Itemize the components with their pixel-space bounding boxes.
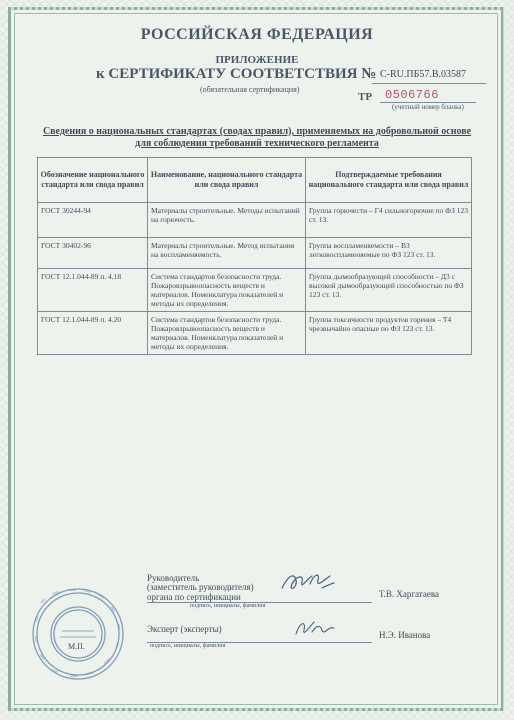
certificate-heading: к СЕРТИФИКАТУ СООТВЕТСТВИЯ № [96,66,377,82]
table-row [38,269,472,312]
cell-designation: ГОСТ 12.1.044-89 п. 4.18 [38,269,148,312]
country-heading: РОССИЙСКАЯ ФЕДЕРАЦИЯ [140,26,374,43]
form-number: 0506766 [385,88,439,102]
standards-table [37,157,472,355]
annex-heading: ПРИЛОЖЕНИЕ [215,54,299,66]
expert-name: Н.Э. Иванова [379,630,431,640]
head-label-3: органа по сертификации [147,592,241,602]
table-row [38,238,472,269]
cell-name: Система стандартов безопасности труда. Пожаровзрывоопасность веществ и материалов. Номенклатура показателей и методы их определения. [148,312,306,355]
certificate-number-underline [372,83,486,84]
table-row [38,203,472,238]
head-label-2: (заместитель руководителя) [147,582,254,592]
cell-requirements: Группа воспламеняемости – В3 легковоспламеняемые по ФЗ 123 ст. 13. [306,238,472,269]
cell-designation: ГОСТ 30402-96 [38,238,148,269]
column-header-designation: Обозначение национального стандарта или свода правил [38,158,148,203]
expert-caption: подпись, инициалы, фамилия [150,643,226,649]
mandatory-certification-note: (обязательная сертификация) [200,85,300,94]
certificate-number: C-RU.ПБ57.В.03587 [380,69,467,80]
column-header-requirements: Подтверждаемые требования национального стандарта или свода правил [306,158,472,203]
column-header-name: Наименование, национального стандарта или свода правил [148,158,306,203]
cell-requirements: Группа дымообразующей способности – Д3 с высокой дымообразующей способностью по ФЗ 123 ст. 13. [306,269,472,312]
stamp-label: М.П. [68,642,85,651]
cell-designation: ГОСТ 30244-94 [38,203,148,238]
head-caption: подпись, инициалы, фамилия [190,603,266,609]
expert-label: Эксперт (эксперты) [147,624,222,634]
head-signature-icon [278,566,336,598]
head-label-1: Руководитель [147,573,200,583]
cell-requirements: Группа горючести – Г4 сильногорючие по ФЗ 123 ст. 13. [306,203,472,238]
table-row [38,312,472,355]
section-title [20,126,494,150]
expert-signature-icon [292,614,338,642]
cell-name: Материалы строительные. Метод испытания на воспламеняемость. [148,238,306,269]
cell-name: Система стандартов безопасности труда. Пожаровзрывоопасность веществ и материалов. Номенклатура показателей и методы их определения. [148,269,306,312]
cell-name: Материалы строительные. Методы испытаний на горючесть. [148,203,306,238]
section-title-line-2: для соблюдения требований технического регламента [135,138,379,149]
section-title-line-1: Сведения о национальных стандартах (сводах правил), применяемых на добровольной основе [42,126,472,137]
cell-designation: ГОСТ 12.1.044-89 п. 4.20 [38,312,148,355]
tr-label: ТР [358,91,373,103]
round-seal-icon [30,586,126,682]
cell-requirements: Группа токсичности продуктов горения – Т4 чрезвычайно опасные по ФЗ 123 ст. 13. [306,312,472,355]
head-name: Т.В. Харгатаева [379,589,439,599]
table-header-row [38,158,472,203]
form-number-note: (учетный номер бланка) [392,103,464,111]
